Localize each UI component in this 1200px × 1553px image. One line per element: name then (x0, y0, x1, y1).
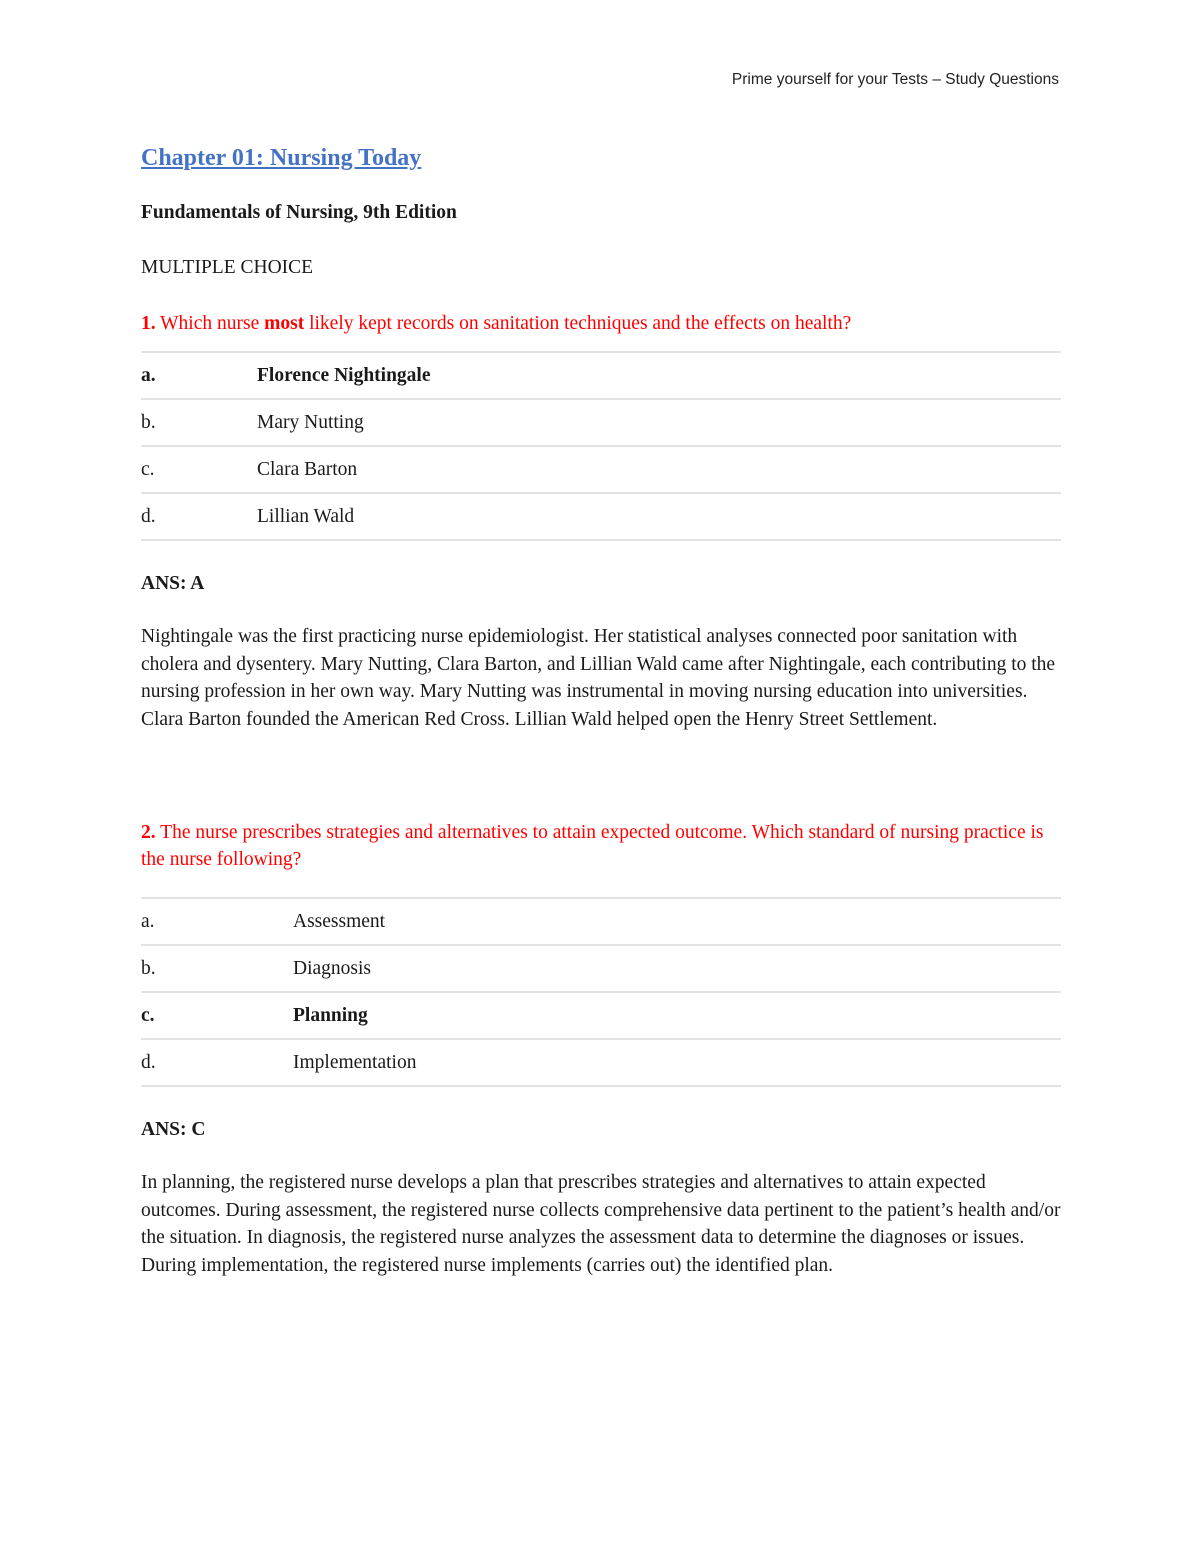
question-emphasis: most (264, 313, 305, 334)
option-row-correct (141, 352, 1061, 399)
book-title: Fundamentals of Nursing, 9th Edition (141, 202, 457, 223)
options-table-1 (141, 351, 1061, 541)
option-text: Implementation (293, 1039, 1061, 1086)
option-row (141, 945, 1061, 992)
option-text: Mary Nutting (257, 399, 1061, 446)
option-letter: d. (141, 493, 257, 540)
question-text-start: Which nurse (160, 313, 260, 334)
question-1 (141, 310, 1061, 337)
option-letter: a. (141, 352, 257, 399)
option-text: Diagnosis (293, 945, 1061, 992)
option-row (141, 493, 1061, 540)
question-text: The nurse prescribes strategies and alternatives to attain expected outcome. Which standard of nursing practice is the nurse following? (141, 822, 1044, 870)
answer-1: ANS: A (141, 573, 205, 594)
rationale-1: Nightingale was the first practicing nurse epidemiologist. Her statistical analyses connected poor sanitation with cholera and dysentery. Mary Nutting, Clara Barton, and Lillian Wald came after Nightingale, each contributing to the nursing profession in her own way. Mary Nutting was instrumental in moving nursing education into universities. Clara Barton founded the American Red Cross. Lillian Wald helped open the Henry Street Settlement. (141, 626, 1056, 730)
chapter-title-link[interactable]: Chapter 01: Nursing Today (141, 145, 422, 171)
option-letter: d. (141, 1039, 293, 1086)
question-text-end: likely kept records on sanitation techniques and the effects on health? (309, 313, 852, 334)
option-row (141, 898, 1061, 945)
question-number: 1. (141, 313, 156, 334)
answer-2: ANS: C (141, 1119, 206, 1140)
document-body (141, 140, 1061, 1279)
option-letter: c. (141, 992, 293, 1039)
options-table-2 (141, 897, 1061, 1087)
option-row (141, 399, 1061, 446)
option-text: Florence Nightingale (257, 352, 1061, 399)
option-letter: c. (141, 446, 257, 493)
option-text: Lillian Wald (257, 493, 1061, 540)
option-letter: b. (141, 399, 257, 446)
option-row-correct (141, 992, 1061, 1039)
option-text: Clara Barton (257, 446, 1061, 493)
option-letter: b. (141, 945, 293, 992)
page-header: Prime yourself for your Tests – Study Questions (731, 71, 1059, 88)
option-row (141, 446, 1061, 493)
rationale-2: In planning, the registered nurse develops a plan that prescribes strategies and alternatives to attain expected outcomes. During assessment, the registered nurse collects comprehensive data pertinent to the patient’s health and/or the situation. In diagnosis, the registered nurse analyzes the assessment data to determine the diagnoses or issues. During implementation, the registered nurse implements (carries out) the identified plan. (141, 1172, 1061, 1276)
section-heading: MULTIPLE CHOICE (141, 257, 314, 278)
option-row (141, 1039, 1061, 1086)
option-letter: a. (141, 898, 293, 945)
question-2 (141, 819, 1061, 873)
option-text: Assessment (293, 898, 1061, 945)
question-number: 2. (141, 822, 156, 843)
option-text: Planning (293, 992, 1061, 1039)
